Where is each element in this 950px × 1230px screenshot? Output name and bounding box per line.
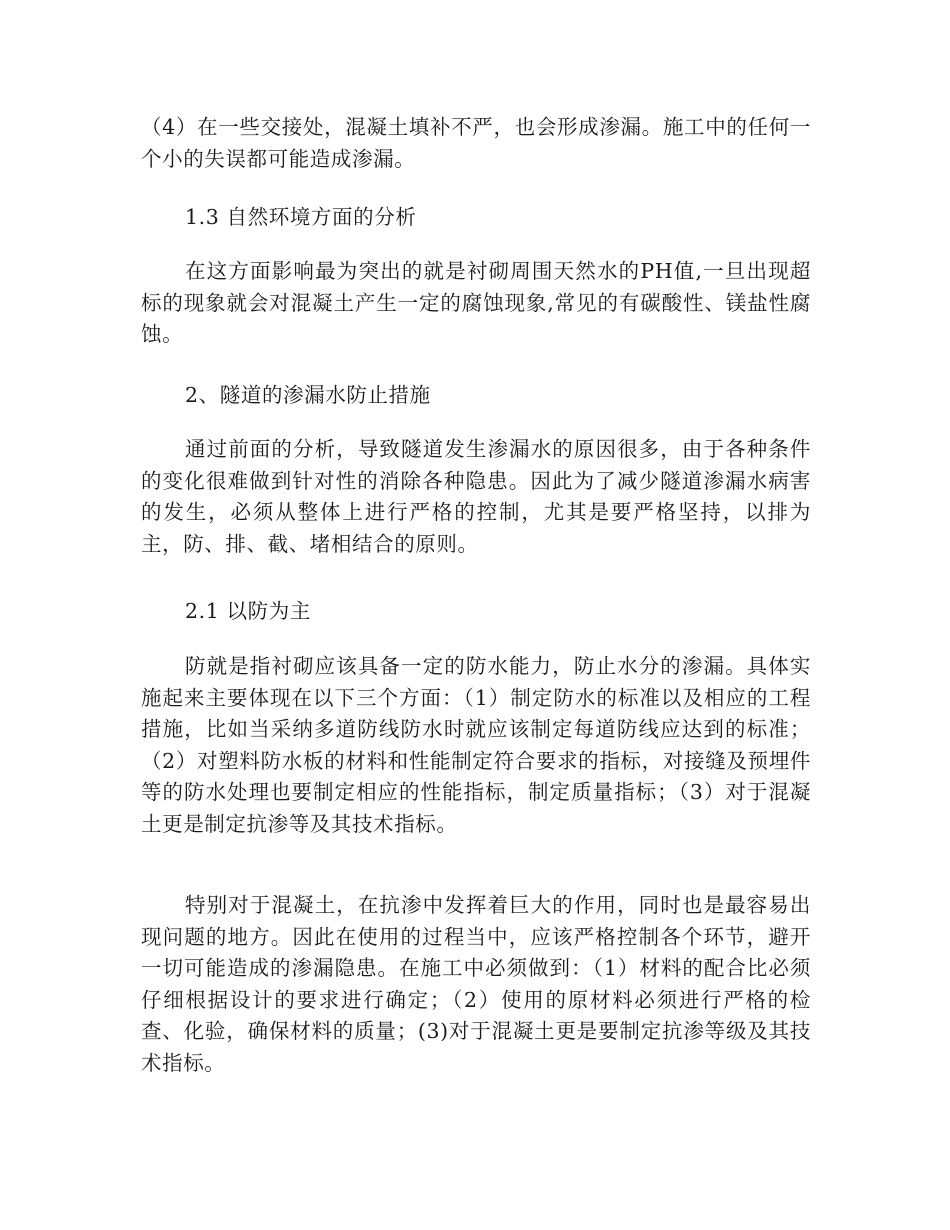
heading-prevention-measures: 2、隧道的渗漏水防止措施 <box>185 383 431 407</box>
paragraph-natural-environment: 在这方面影响最为突出的就是衬砌周围天然水的PH值,一旦出现超标的现象就会对混凝土产生一定的腐蚀现象,常见的有碳酸性、镁盐性腐蚀。 <box>141 259 811 346</box>
paragraph-concrete-control: 特别对于混凝土，在抗渗中发挥着巨大的作用，同时也是最容易出现问题的地方。因此在使用的过程当中，应该严格控制各个环节，避开一切可能造成的渗漏隐患。在施工中必须做到：（1）材料的配合比必须仔细根据设计的要求进行确定；（2）使用的原材料必须进行严格的检查、化验，确保材料的质量；(3)对于混凝土更是要制定抗渗等级及其技术指标。 <box>141 893 811 1075</box>
paragraph-prevention-overview: 通过前面的分析，导致隧道发生渗漏水的原因很多，由于各种条件的变化很难做到针对性的消除各种隐患。因此为了减少隧道渗漏水病害的发生，必须从整体上进行严格的控制，尤其是要严格坚持，以排为主，防、排、截、堵相结合的原则。 <box>141 437 811 556</box>
heading-natural-environment: 1.3 自然环境方面的分析 <box>185 205 417 229</box>
heading-prevention-first: 2.1 以防为主 <box>185 599 311 623</box>
paragraph-leakage-joints: （4）在一些交接处，混凝土填补不严，也会形成渗漏。施工中的任何一个小的失误都可能造成渗漏。 <box>141 115 811 171</box>
paragraph-prevention-details: 防就是指衬砌应该具备一定的防水能力，防止水分的渗漏。具体实施起来主要体现在以下三个方面：（1）制定防水的标准以及相应的工程措施，比如当采纳多道防线防水时就应该制定每道防线应达到的标准；（2）对塑料防水板的材料和性能制定符合要求的指标，对接缝及预埋件等的防水处理也要制定相应的性能指标，制定质量指标；（3）对于混凝土更是制定抗渗等及其技术指标。 <box>141 654 811 836</box>
